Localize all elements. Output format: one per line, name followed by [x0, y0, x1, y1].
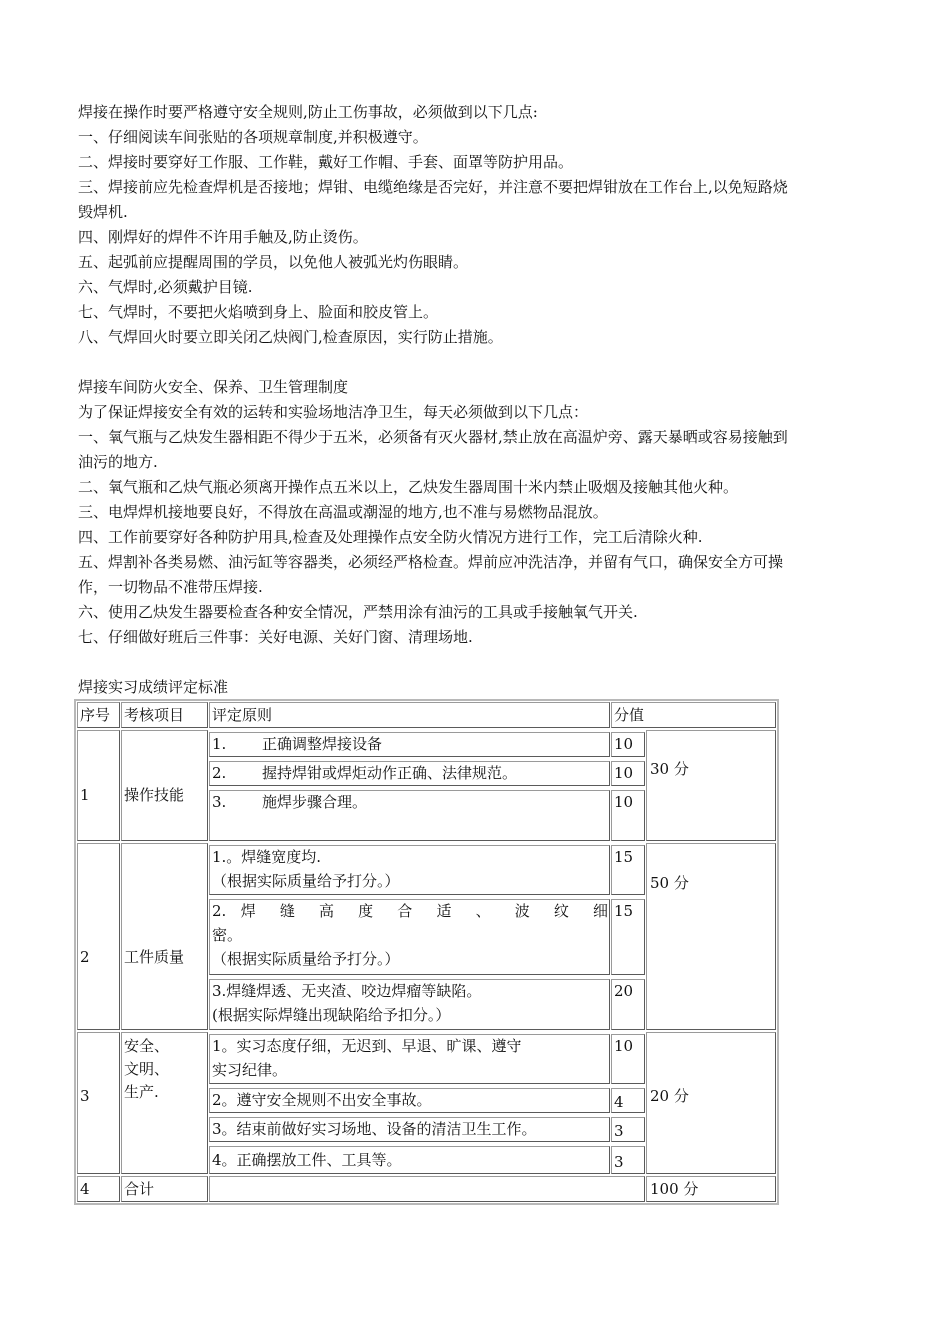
group1-rule-2 [210, 762, 517, 784]
group3-score-2: 4 [614, 1093, 624, 1111]
rule-text: 正确调整焊接设备 [262, 735, 383, 753]
header-no: 序号 [80, 706, 111, 724]
group3-rule-4: 4。正确摆放工件、工具等。 [212, 1151, 402, 1169]
rule-number: 3. [212, 793, 227, 811]
section2-item: 一、氧气瓶与乙炔发生器相距不得少于五米，必须备有灭火器材,禁止放在高温炉旁、露天暴晒或容易接触到 [78, 428, 788, 446]
group2-rule-2: 2. 焊 缝 高 度 合 适 、 波 纹 细 [212, 902, 608, 920]
table-cell [77, 843, 120, 1030]
group3-score-3: 3 [614, 1122, 624, 1140]
section2-item: 三、电焊焊机接地要良好，不得放在高温或潮湿的地方,也不准与易燃物品混放。 [78, 503, 608, 521]
group2-rule-3-note: (根据实际焊缝出现缺陷给予扣分。） [212, 1006, 451, 1024]
group1-score-1: 10 [614, 735, 634, 753]
section2-item: 七、仔细做好班后三件事：关好电源、关好门窗、清理场地. [78, 628, 473, 646]
section2-title: 焊接车间防火安全、保养、卫生管理制度 [78, 378, 349, 396]
section1-item: 八、气焊回火时要立即关闭乙炔阀门,检查原因，实行防止措施。 [78, 328, 503, 346]
section2-item: 六、使用乙炔发生器要检查各种安全情况，严禁用涂有油污的工具或手接触氧气开关. [78, 603, 638, 621]
group3-item-2: 文明、 [124, 1060, 170, 1078]
group2-no: 2 [80, 948, 90, 966]
rule-text: 握持焊钳或焊炬动作正确、法律规范。 [262, 764, 518, 782]
group2-rule-1-note: （根据实际质量给予打分。） [212, 872, 400, 890]
section1-item: 毁焊机. [78, 203, 128, 221]
group2-rule-2-note: （根据实际质量给予打分。） [212, 950, 400, 968]
group2-score-2: 15 [614, 902, 634, 920]
group3-score-1: 10 [614, 1037, 634, 1055]
group1-rule-1 [210, 733, 382, 755]
group2-score-3: 20 [614, 982, 634, 1000]
section1-item: 五、起弧前应提醒周围的学员，以免他人被弧光灼伤眼睛。 [78, 253, 469, 271]
header-rule: 评定原则 [212, 706, 273, 724]
group2-rule-1: 1.。焊缝宽度均. [212, 848, 322, 866]
group2-rule-3: 3.焊缝焊透、无夹渣、咬边焊瘤等缺陷。 [212, 982, 482, 1000]
section2-item: 油污的地方. [78, 453, 158, 471]
group1-no: 1 [80, 786, 90, 804]
group3-score-4: 3 [614, 1153, 624, 1171]
group3-rule-1: 1。实习态度仔细，无迟到、早退、旷课、遵守 [212, 1037, 522, 1055]
group2-rule-2-cont: 密。 [212, 926, 243, 944]
rule-number: 1. [212, 735, 227, 753]
group3-rule-1-cont: 实习纪律。 [212, 1061, 288, 1079]
group1-score-2: 10 [614, 764, 634, 782]
group2-item: 工件质量 [124, 948, 185, 966]
group2-total: 50 分 [650, 874, 689, 892]
group3-rule-2: 2。遵守安全规则不出安全事故。 [212, 1091, 432, 1109]
table-cell [646, 730, 776, 841]
total-no: 4 [80, 1180, 90, 1198]
section2-item: 四、工作前要穿好各种防护用具,检查及处理操作点安全防火情况方进行工作，完工后清除火种. [78, 528, 703, 546]
section1-item: 七、气焊时，不要把火焰喷到身上、脸面和胶皮管上。 [78, 303, 439, 321]
table-cell [121, 843, 208, 1030]
group3-rule-3: 3。结束前做好实习场地、设备的清洁卫生工作。 [212, 1120, 537, 1138]
total-label: 合计 [124, 1180, 155, 1198]
group1-rule-3 [210, 791, 367, 813]
group1-score-3: 10 [614, 793, 634, 811]
total-score: 100 分 [650, 1180, 699, 1198]
group3-item-3: 生产. [124, 1083, 159, 1101]
group3-total: 20 分 [650, 1087, 689, 1105]
rule-text: 施焊步骤合理。 [262, 793, 368, 811]
rule-number: 2. [212, 764, 227, 782]
header-score: 分值 [614, 706, 645, 724]
table-cell [209, 1176, 645, 1202]
group3-item-1: 安全、 [124, 1037, 170, 1055]
group1-item: 操作技能 [124, 786, 185, 804]
section1-item: 三、焊接前应先检查焊机是否接地；焊钳、电缆绝缘是否完好，并注意不要把焊钳放在工作台上,以免短路烧 [78, 178, 788, 196]
header-item: 考核项目 [124, 706, 185, 724]
section1-intro: 焊接在操作时要严格遵守安全规则,防止工伤事故，必须做到以下几点: [78, 103, 538, 121]
section1-item: 一、仔细阅读车间张贴的各项规章制度,并积极遵守。 [78, 128, 428, 146]
section2-item: 二、氧气瓶和乙炔气瓶必须离开操作点五米以上，乙炔发生器周围十米内禁止吸烟及接触其他火种。 [78, 478, 739, 496]
table-title: 焊接实习成绩评定标准 [78, 678, 229, 696]
group1-total: 30 分 [650, 760, 689, 778]
group3-no: 3 [80, 1087, 90, 1105]
section2-item: 五、焊割补各类易燃、油污缸等容器类，必须经严格检查。焊前应冲洗洁净，并留有气口，确保安全方可操 [78, 553, 784, 571]
section1-item: 四、刚焊好的焊件不许用手触及,防止烫伤。 [78, 228, 368, 246]
section1-item: 六、气焊时,必须戴护目镜. [78, 278, 253, 296]
section2-intro: 为了保证焊接安全有效的运转和实验场地洁净卫生，每天必须做到以下几点： [78, 403, 589, 421]
section1-item: 二、焊接时要穿好工作服、工作鞋，戴好工作帽、手套、面罩等防护用品。 [78, 153, 574, 171]
section2-item: 作，一切物品不准带压焊接. [78, 578, 263, 596]
group2-score-1: 15 [614, 848, 634, 866]
